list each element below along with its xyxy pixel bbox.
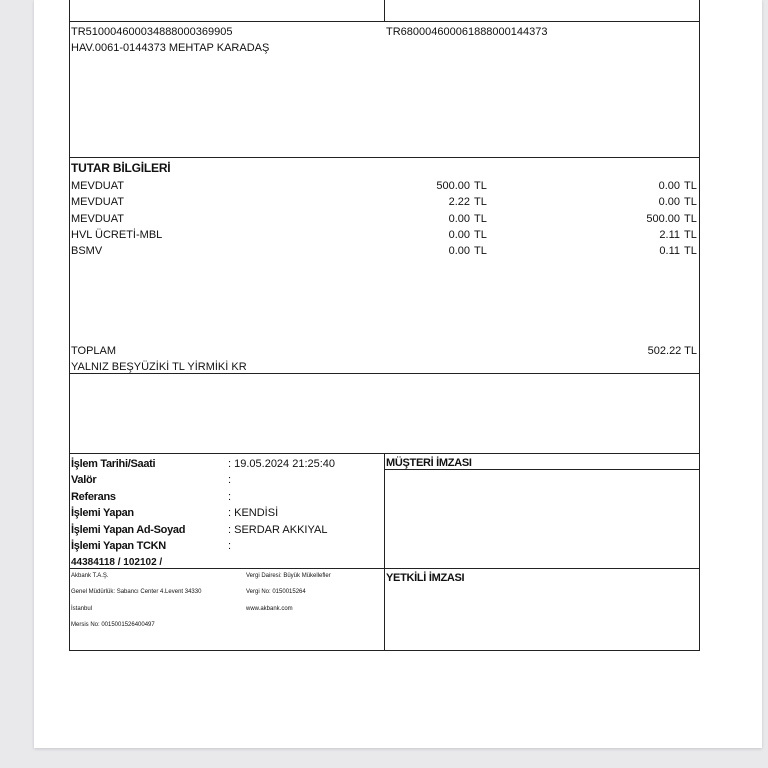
transfer-description: HAV.0061-0144373 MEHTAP KARADAŞ — [71, 42, 270, 54]
currency-label: TL — [474, 213, 487, 225]
row-label: MEVDUAT — [71, 196, 124, 208]
divider — [69, 650, 700, 651]
credit-value: 0.00 — [658, 196, 680, 208]
field-value: : — [228, 540, 232, 552]
credit-value: 2.11 — [659, 229, 680, 241]
divider — [69, 0, 70, 651]
currency-label: TL — [474, 196, 487, 208]
field-value: : SERDAR AKKIYAL — [228, 524, 328, 536]
field-label: Referans — [71, 491, 116, 503]
debit-value: 0.00 — [448, 213, 470, 225]
bank-hq: Genel Müdürlük: Sabancı Center 4.Levent 34330 — [71, 589, 202, 595]
receiver-iban: TR680004600061888000144373 — [386, 26, 548, 38]
customer-signature-label: MÜŞTERİ İMZASI — [386, 457, 472, 469]
divider — [69, 157, 700, 158]
debit-value: 500.00 — [436, 180, 470, 192]
field-value: : 19.05.2024 21:25:40 — [228, 458, 336, 470]
field-value: : — [228, 474, 232, 486]
divider — [699, 0, 700, 651]
field-value: : KENDİSİ — [228, 507, 279, 519]
currency-label: TL — [474, 229, 487, 241]
sender-iban: TR510004600034888000369905 — [71, 26, 233, 38]
field-label: İşlemi Yapan TCKN — [71, 540, 166, 552]
bank-city: İstanbul — [71, 606, 93, 612]
currency-label: TL — [474, 245, 487, 257]
field-label: Valör — [71, 474, 97, 486]
total-label: TOPLAM — [71, 345, 117, 357]
debit-value: 0.00 — [448, 245, 470, 257]
receipt-paper — [34, 0, 762, 748]
field-label: İşlem Tarihi/Saati — [71, 458, 156, 470]
credit-value: 500.00 — [646, 213, 680, 225]
currency-label: TL — [474, 180, 487, 192]
credit-value: 0.11 — [659, 245, 680, 257]
divider — [384, 0, 385, 21]
bank-website: www.akbank.com — [246, 606, 293, 612]
currency-label: TL — [684, 245, 697, 257]
divider — [69, 373, 700, 374]
debit-value: 2.22 — [448, 196, 470, 208]
field-label: İşlemi Yapan Ad-Soyad — [71, 524, 186, 536]
reference-code: 44384118 / 102102 / — [71, 557, 163, 568]
row-label: MEVDUAT — [71, 180, 124, 192]
currency-label: TL — [684, 196, 697, 208]
row-label: HVL ÜCRETİ-MBL — [71, 229, 163, 241]
divider — [384, 453, 385, 651]
row-label: MEVDUAT — [71, 213, 124, 225]
bank-name: Akbank T.A.Ş. — [71, 573, 109, 579]
tax-number: Vergi No: 0150015264 — [246, 589, 306, 595]
field-label: İşlemi Yapan — [71, 507, 134, 519]
amount-in-words: YALNIZ BEŞYÜZİKİ TL YİRMİKİ KR — [71, 361, 247, 373]
divider — [69, 568, 700, 569]
row-label: BSMV — [71, 245, 103, 257]
debit-value: 0.00 — [448, 229, 470, 241]
credit-value: 0.00 — [658, 180, 680, 192]
authorized-signature-label: YETKİLİ İMZASI — [386, 572, 465, 584]
currency-label: TL — [684, 180, 697, 192]
bank-mersis: Mersis No: 0015001526400497 — [71, 622, 155, 628]
amounts-title: TUTAR BİLGİLERİ — [71, 161, 171, 175]
tax-office: Vergi Dairesi: Büyük Mükellefler — [246, 573, 331, 579]
divider — [69, 21, 700, 22]
field-value: : — [228, 491, 232, 503]
total-value: 502.22 TL — [647, 345, 697, 357]
currency-label: TL — [684, 229, 697, 241]
currency-label: TL — [684, 213, 697, 225]
